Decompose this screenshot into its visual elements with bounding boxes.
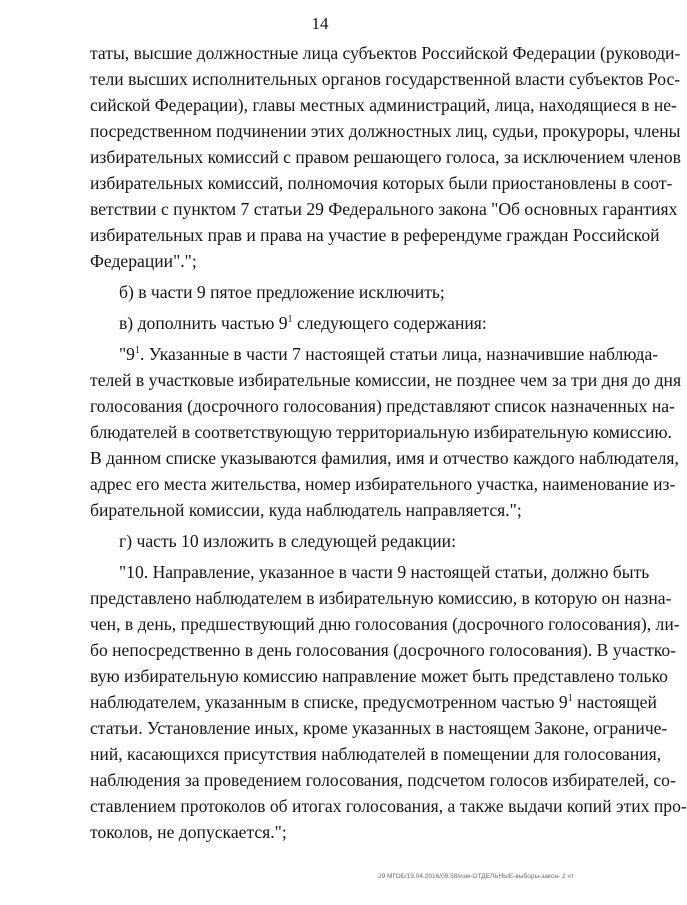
text-line-content: наблюдения за проведением голосования, подсчетом голосов избирателей, со- xyxy=(90,770,676,790)
document-footer-code: 29 МГОБ/19.04.2016/09.58/изм-ОТДЕЛЬНЫЕ-выборы-закон- 2 чт xyxy=(378,873,574,880)
text-line-content: посредственном подчинении этих должностных лиц, судьи, прокуроры, члены xyxy=(90,121,681,141)
text-line-content: наблюдателем, указанным в списке, предусмотренном частью 9 xyxy=(90,692,568,712)
text-line xyxy=(90,196,678,222)
text-line xyxy=(90,497,604,523)
text-line xyxy=(90,341,659,367)
text-line-content: телей в участковые избирательные комиссии, не позднее чем за три дня до дня xyxy=(90,370,682,390)
text-line xyxy=(90,663,668,689)
text-line-content: сийской Федерации), главы местных администраций, лица, находящиеся в не- xyxy=(90,95,677,115)
text-line-content: "9 xyxy=(119,344,135,364)
text-line-content: ставлением протоколов об итогах голосования, а также выдачи копий этих про- xyxy=(90,796,687,816)
text-line-content: бирательной комиссии, куда наблюдатель направляется."; xyxy=(90,500,522,520)
text-line xyxy=(90,419,672,445)
superscript-index: 1 xyxy=(134,345,140,356)
text-line xyxy=(90,528,604,554)
text-line-content: бо непосредственно в день голосования (досрочного голосования). В участко- xyxy=(90,640,677,660)
text-line-content: статьи. Установление иных, кроме указанных в настоящем Законе, ограниче- xyxy=(90,718,668,738)
text-line xyxy=(90,248,604,274)
text-line-content: г) часть 10 изложить в следующей редакции: xyxy=(119,531,456,551)
text-line-content: вую избирательную комиссию направление может быть представлено только xyxy=(90,666,668,686)
superscript-index: 1 xyxy=(287,314,293,325)
text-line xyxy=(90,170,673,196)
text-line-content: ний, касающихся присутствия наблюдателей в помещении для голосования, xyxy=(90,744,662,764)
page-number: 14 xyxy=(311,14,329,33)
text-line-content: адрес его места жительства, номер избирательного участка, наименование из- xyxy=(90,474,676,494)
text-line xyxy=(90,637,677,663)
text-line xyxy=(90,819,604,845)
text-line xyxy=(90,445,679,471)
text-line-content: избирательных комиссий, полномочия которых были приостановлены в соот- xyxy=(90,173,673,193)
text-line xyxy=(90,689,657,715)
text-line-content: ветствии с пунктом 7 статьи 29 Федерального закона "Об основных гарантиях xyxy=(90,199,678,219)
text-line-content: Федерации"."; xyxy=(90,251,197,271)
text-line xyxy=(90,793,687,819)
document-body xyxy=(90,40,687,845)
text-line xyxy=(90,279,604,305)
text-line xyxy=(90,585,672,611)
text-line-content: представлено наблюдателем в избирательную комиссию, в которую он назна- xyxy=(90,588,672,608)
text-line xyxy=(90,393,675,419)
text-line-continuation: . Указанные в части 7 настоящей статьи лица, назначившие наблюда- xyxy=(139,344,659,364)
text-line xyxy=(90,92,677,118)
text-line xyxy=(90,471,676,497)
text-line-content: в) дополнить частью 9 xyxy=(119,313,288,333)
text-line-content: голосования (досрочного голосования) представляют список назначенных на- xyxy=(90,396,675,416)
text-line xyxy=(90,222,660,248)
text-line xyxy=(90,741,662,767)
text-line xyxy=(90,611,680,637)
text-line-content: чен, в день, предшествующий дню голосования (досрочного голосования), ли- xyxy=(90,614,680,634)
text-line-continuation: настоящей xyxy=(572,692,657,712)
text-line-content: блюдателей в соответствующую территориальную избирательную комиссию. xyxy=(90,422,672,442)
text-line-content: токолов, не допускается."; xyxy=(90,822,287,842)
text-line-content: таты, высшие должностные лица субъектов Российской Федерации (руководи- xyxy=(90,43,681,63)
text-line xyxy=(90,367,682,393)
text-line-content: избирательных прав и права на участие в референдуме граждан Российской xyxy=(90,225,660,245)
text-line xyxy=(90,310,604,336)
text-line-content: В данном списке указываются фамилия, имя и отчество каждого наблюдателя, xyxy=(90,448,679,468)
text-line-continuation: следующего содержания: xyxy=(292,313,487,333)
text-line xyxy=(90,40,681,66)
text-line-content: б) в части 9 пятое предложение исключить; xyxy=(119,282,445,302)
text-line-content: тели высших исполнительных органов государственной власти субъектов Рос- xyxy=(90,69,681,89)
text-line xyxy=(90,559,650,585)
text-line xyxy=(90,66,681,92)
text-line-content: избирательных комиссий с правом решающего голоса, за исключением членов xyxy=(90,147,681,167)
text-line xyxy=(90,144,681,170)
text-line-content: "10. Направление, указанное в части 9 настоящей статьи, должно быть xyxy=(119,562,650,582)
superscript-index: 1 xyxy=(567,693,573,704)
text-line xyxy=(90,118,681,144)
text-line xyxy=(90,715,668,741)
text-line xyxy=(90,767,676,793)
